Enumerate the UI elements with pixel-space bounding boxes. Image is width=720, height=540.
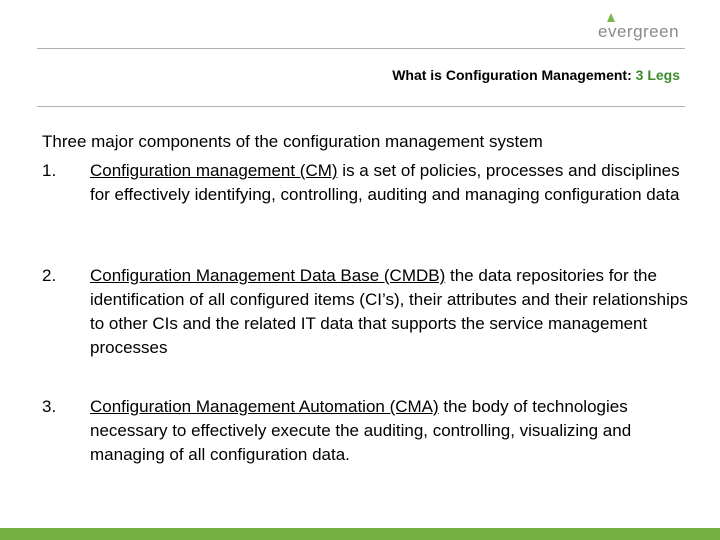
slide-title-accent: 3 Legs bbox=[635, 67, 680, 83]
list-item-number: 2. bbox=[42, 266, 57, 285]
intro-text: Three major components of the configuration management system bbox=[42, 132, 543, 151]
list-item-text: is a set of policies, processes and disciplines for effectively identifying, controlling, auditing and managing configuration data bbox=[90, 161, 680, 204]
top-divider bbox=[37, 48, 685, 49]
list-item-term: Configuration Management Data Base (CMDB) bbox=[90, 266, 446, 285]
slide-title bbox=[392, 67, 680, 83]
footer-bar bbox=[0, 528, 720, 540]
list-item-body bbox=[90, 264, 690, 360]
list-item-body bbox=[90, 159, 690, 207]
list-item-term: Configuration management (CM) bbox=[90, 161, 338, 180]
list-item-term: Configuration Management Automation (CMA) bbox=[90, 397, 439, 416]
slide-title-prefix: What is Configuration Management: bbox=[392, 67, 632, 83]
logo-text: evergreen bbox=[598, 22, 680, 41]
list-item-number: 1. bbox=[42, 161, 57, 180]
list-item-text: the data repositories for the identification of all configured items (CI’s), their attributes and their relationships to other CIs and the related IT data that supports the service management processes bbox=[90, 266, 688, 357]
header-divider bbox=[37, 106, 685, 107]
leaf-icon bbox=[607, 13, 615, 22]
evergreen-logo bbox=[598, 12, 690, 46]
list-item-number: 3. bbox=[42, 397, 57, 416]
list-item-body bbox=[90, 395, 690, 467]
list-item-text: the body of technologies necessary to effectively execute the auditing, controlling, visualizing and managing of all configuration data. bbox=[90, 397, 632, 464]
